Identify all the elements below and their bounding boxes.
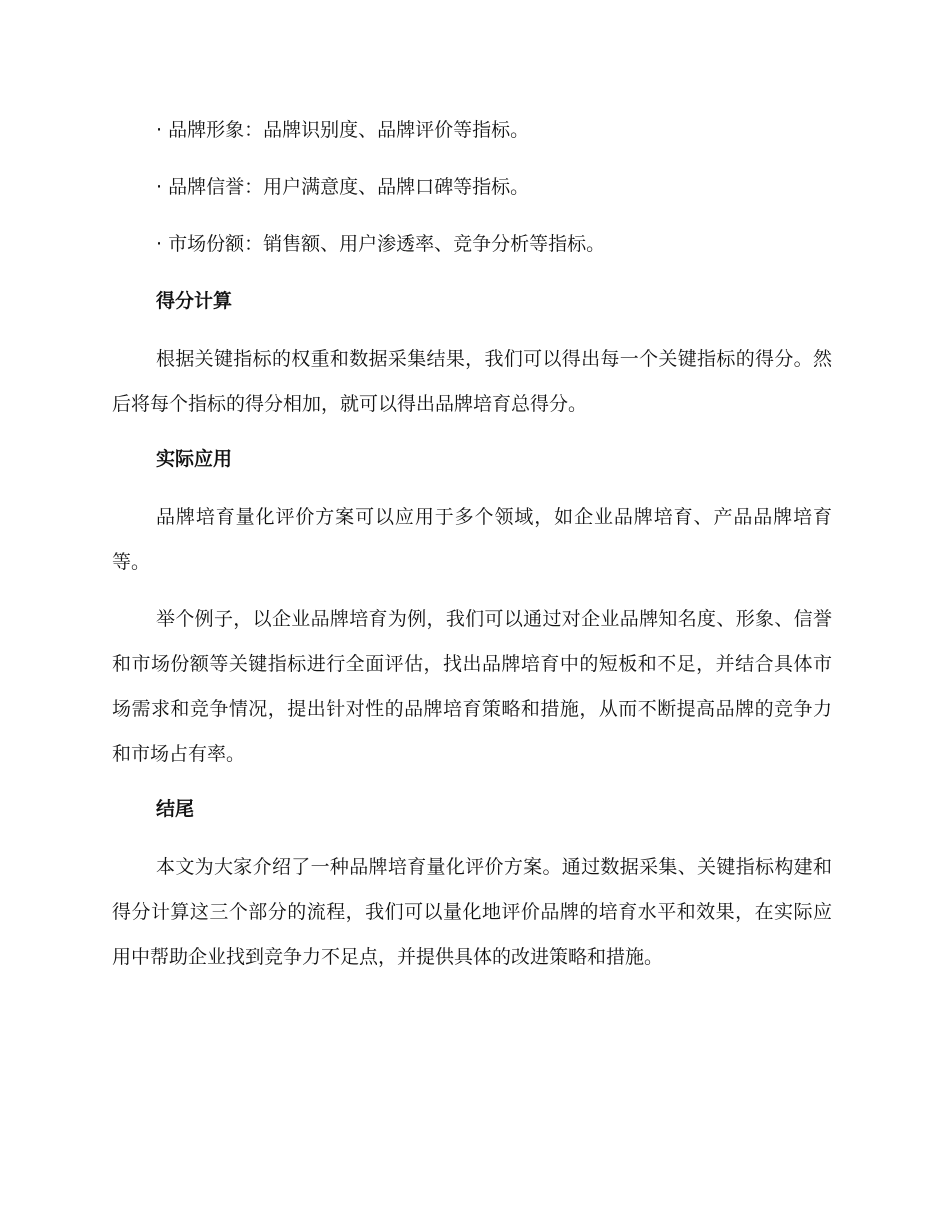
bullet-brand-image: · 品牌形象：品牌识别度、品牌评价等指标。: [156, 119, 530, 141]
bullet-brand-reputation: · 品牌信誉：用户满意度、品牌口碑等指标。: [156, 176, 530, 198]
section-heading-ending: 结尾: [156, 798, 195, 820]
paragraph-application-1: 品牌培育量化评价方案可以应用于多个领域，如企业品牌培育、产品品牌培育等。: [112, 506, 832, 573]
section-heading-score: 得分计算: [156, 290, 233, 312]
document-page: [112, 110, 832, 992]
paragraph-score: 根据关键指标的权重和数据采集结果，我们可以得出每一个关键指标的得分。然后将每个指标的得分相加，就可以得出品牌培育总得分。: [112, 348, 832, 415]
bullet-market-share: · 市场份额：销售额、用户渗透率、竞争分析等指标。: [156, 233, 606, 255]
paragraph-application-2: 举个例子，以企业品牌培育为例，我们可以通过对企业品牌知名度、形象、信誉和市场份额等关键指标进行全面评估，找出品牌培育中的短板和不足，并结合具体市场需求和竞争情况，提出针对性的品牌培育策略和措施，从而不断提高品牌的竞争力和市场占有率。: [112, 608, 832, 765]
paragraph-ending: 本文为大家介绍了一种品牌培育量化评价方案。通过数据采集、关键指标构建和得分计算这三个部分的流程，我们可以量化地评价品牌的培育水平和效果，在实际应用中帮助企业找到竞争力不足点，并提供具体的改进策略和措施。: [112, 856, 832, 968]
section-heading-application: 实际应用: [156, 448, 233, 470]
